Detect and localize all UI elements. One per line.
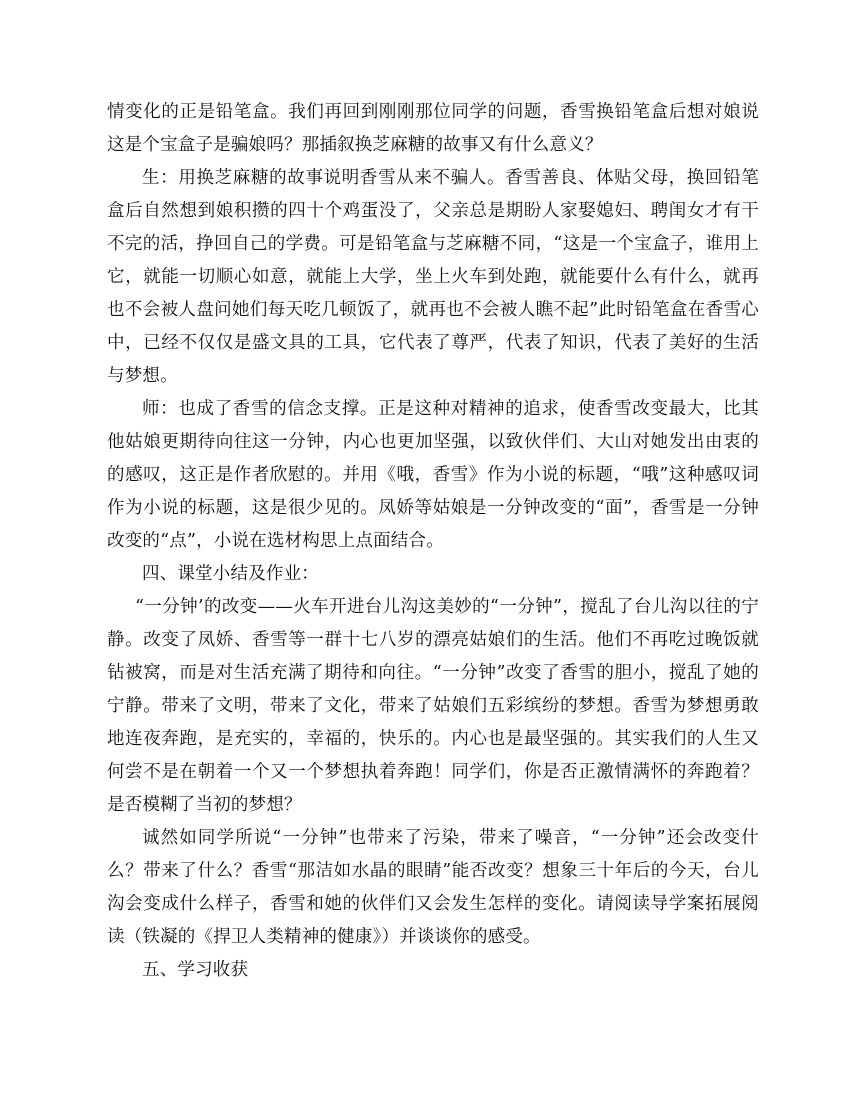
section-heading-summary: 四、课堂小结及作业： (142, 564, 319, 584)
paragraph-further-reading: 诚然如同学所说“一分钟”也带来了污染，带来了噪音，“一分钟”还会改变什么？带来了什么？香雪“那洁如水晶的眼睛”能否改变？想象三十年后的今天，台儿沟会变成什么样子，香雪和她的伙伴们又会发生怎样的变化。请阅读导学案拓展阅读（铁凝的《捍卫人类精神的健康》）并谈谈你的感受。 (107, 828, 759, 947)
section-heading-harvest: 五、学习收获 (142, 960, 249, 980)
paragraph-teacher-comment: 师：也成了香雪的信念支撑。正是这种对精神的追求，使香雪改变最大，比其他姑娘更期待向往这一分钟，内心也更加坚强，以致伙伴们、大山对她发出由衷的的感叹，这正是作者欣慰的。并用《哦，香雪》作为小说的标题，“哦”这种感叹词作为小说的标题，这是很少见的。凤娇等姑娘是一分钟改变的“面”，香雪是一分钟改变的“点”，小说在选材构思上点面结合。 (107, 399, 759, 551)
paragraph-one-minute-change: “一分钟’的改变——火车开进台儿沟这美妙的“一分钟”，搅乱了台儿沟以往的宁静。改变了凤娇、香雪等一群十七八岁的漂亮姑娘们的生活。他们不再吃过晚饭就钻被窝，而是对生活充满了期待和向往。“一分钟”改变了香雪的胆小，搅乱了她的宁静。带来了文明，带来了文化，带来了姑娘们五彩缤纷的梦想。香雪为梦想勇敢地连夜奔跑，是充实的，幸福的，快乐的。内心也是最坚强的。其实我们的人生又何尝不是在朝着一个又一个梦想执着奔跑！同学们，你是否正激情满怀的奔跑着？是否模糊了当初的梦想？ (107, 597, 759, 815)
paragraph-continuation: 情变化的正是铅笔盒。我们再回到刚刚那位同学的问题，香雪换铅笔盒后想对娘说这是个宝盒子是骗娘吗？那插叙换芝麻糖的故事又有什么意义？ (107, 102, 759, 155)
paragraph-student-answer: 生：用换芝麻糖的故事说明香雪从来不骗人。香雪善良、体贴父母，换回铅笔盒后自然想到娘积攒的四十个鸡蛋没了，父亲总是期盼人家娶媳妇、聘闺女才有干不完的活，挣回自己的学费。可是铅笔盒与芝麻糖不同，“这是一个宝盒子，谁用上它，就能一切顺心如意，就能上大学，坐上火车到处跑，就能要什么有什么，就再也不会被人盘问她们每天吃几顿饭了，就再也不会被人瞧不起”此时铅笔盒在香雪心中，已经不仅仅是盛文具的工具，它代表了尊严，代表了知识，代表了美好的生活与梦想。 (107, 168, 759, 386)
document-body (107, 96, 759, 987)
